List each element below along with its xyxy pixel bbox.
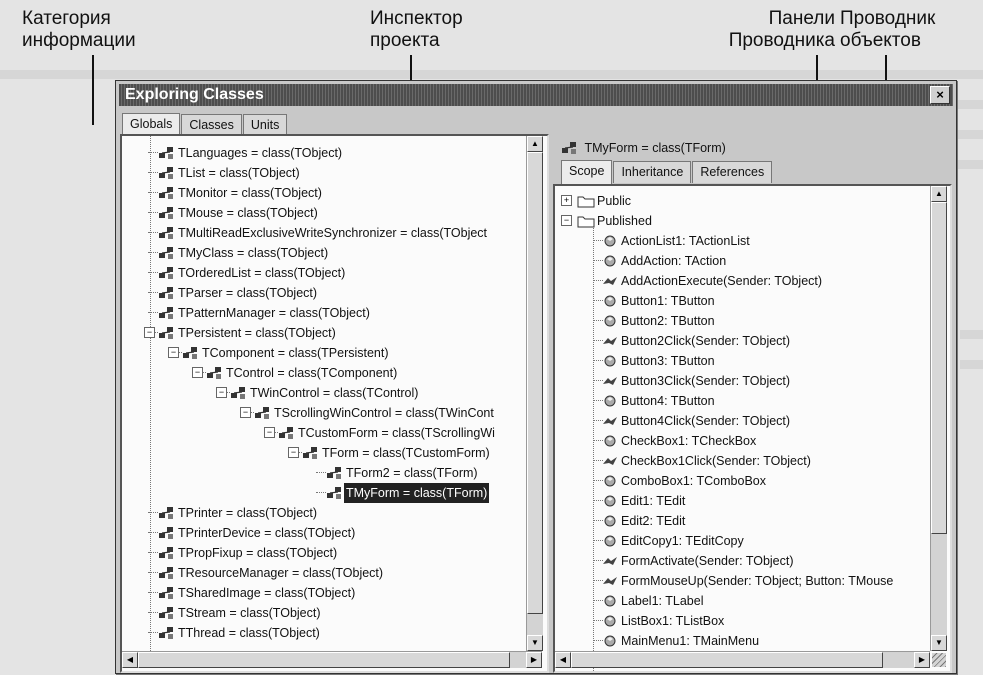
member-item[interactable]: Button4Click(Sender: TObject) [601, 410, 792, 430]
collapse-toggle[interactable]: − [144, 327, 155, 338]
collapse-toggle[interactable]: − [168, 347, 179, 358]
caption-info-category: Категория информации [22, 8, 136, 51]
field-icon [601, 594, 619, 608]
caption-object-explorer: Проводник объектов [840, 8, 936, 51]
class-tree-item[interactable]: TCustomForm = class(TScrollingWi [278, 422, 497, 442]
field-icon [601, 234, 619, 248]
class-icon [561, 140, 579, 156]
class-tree-item[interactable]: TPatternManager = class(TObject) [158, 302, 372, 322]
tree-line [150, 136, 151, 661]
project-inspector-tree[interactable] [120, 134, 549, 673]
collapse-toggle[interactable]: − [216, 387, 227, 398]
collapse-toggle[interactable]: − [561, 215, 572, 226]
class-tree-item[interactable]: TControl = class(TComponent) [206, 362, 399, 382]
member-item[interactable]: FormActivate(Sender: TObject) [601, 550, 796, 570]
selected-class-header: TMyForm = class(TForm) [561, 137, 728, 157]
method-icon [601, 414, 619, 428]
leader-info-category [92, 55, 94, 125]
tree-branch [316, 492, 326, 493]
class-icon [158, 305, 176, 321]
field-icon [601, 314, 619, 328]
window-title: Exploring Classes [125, 86, 264, 103]
scroll-thumb-right-h[interactable] [571, 652, 883, 668]
tree-branch [148, 632, 158, 633]
class-icon [206, 365, 224, 381]
class-icon [326, 485, 344, 501]
tree-branch [148, 252, 158, 253]
member-item[interactable]: Button1: TButton [601, 290, 717, 310]
scroll-down-button[interactable]: ▼ [527, 635, 543, 651]
member-item[interactable]: Edit2: TEdit [601, 510, 687, 530]
member-item[interactable]: FormMouseUp(Sender: TObject; Button: TMouse [601, 570, 895, 590]
tree-branch [148, 152, 158, 153]
tree-branch [148, 512, 158, 513]
class-tree-item[interactable]: TParser = class(TObject) [158, 282, 319, 302]
class-tree-item[interactable]: TStream = class(TObject) [158, 602, 323, 622]
exploring-classes-window [115, 80, 957, 674]
tree-branch [148, 172, 158, 173]
class-tree-item[interactable]: TScrollingWinControl = class(TWinCont [254, 402, 496, 422]
class-icon [158, 525, 176, 541]
class-tree-item[interactable]: TForm = class(TCustomForm) [302, 442, 492, 462]
folder-icon [577, 194, 595, 208]
collapse-toggle[interactable]: − [192, 367, 203, 378]
object-explorer-tree[interactable] [553, 184, 952, 673]
class-icon [158, 545, 176, 561]
member-item[interactable]: Button4: TButton [601, 390, 717, 410]
scope-folder[interactable]: Public [577, 190, 633, 210]
collapse-toggle[interactable]: − [264, 427, 275, 438]
class-tree-item[interactable]: TPropFixup = class(TObject) [158, 542, 339, 562]
member-item[interactable]: CheckBox1: TCheckBox [601, 430, 758, 450]
class-tree-item[interactable]: TPrinterDevice = class(TObject) [158, 522, 357, 542]
field-icon [601, 434, 619, 448]
member-item[interactable]: MainMenu1: TMainMenu [601, 630, 761, 650]
class-icon [158, 145, 176, 161]
class-icon [158, 585, 176, 601]
collapse-toggle[interactable]: − [240, 407, 251, 418]
scroll-right-button-right[interactable]: ▶ [914, 652, 930, 668]
class-icon [182, 345, 200, 361]
class-icon [158, 505, 176, 521]
class-icon [326, 465, 344, 481]
member-item[interactable]: CheckBox1Click(Sender: TObject) [601, 450, 813, 470]
class-tree-item[interactable]: TResourceManager = class(TObject) [158, 562, 385, 582]
close-icon[interactable]: × [930, 86, 950, 104]
field-icon [601, 254, 619, 268]
class-icon [278, 425, 296, 441]
member-item[interactable]: ActionList1: TActionList [601, 230, 752, 250]
right-vertical-scrollbar[interactable] [930, 186, 947, 651]
member-item[interactable]: Button2Click(Sender: TObject) [601, 330, 792, 350]
field-icon [601, 294, 619, 308]
class-tree-item[interactable]: TMultiReadExclusiveWriteSynchronizer = class(TObject [158, 222, 489, 242]
field-icon [601, 634, 619, 648]
member-item[interactable]: Button3: TButton [601, 350, 717, 370]
class-icon [158, 325, 176, 341]
member-item[interactable]: ListBox1: TListBox [601, 610, 726, 630]
tree-branch [148, 212, 158, 213]
scroll-right-button[interactable]: ▶ [526, 652, 542, 668]
field-icon [601, 614, 619, 628]
method-icon [601, 274, 619, 288]
class-tree-item[interactable]: TMouse = class(TObject) [158, 202, 320, 222]
scroll-thumb-right[interactable] [931, 202, 947, 534]
class-icon [158, 165, 176, 181]
scroll-up-button-right[interactable]: ▲ [931, 186, 947, 202]
size-grip-icon[interactable] [932, 653, 946, 667]
class-tree-item[interactable]: TLanguages = class(TObject) [158, 142, 344, 162]
explorer-panel-tabs [561, 161, 773, 185]
method-icon [601, 454, 619, 468]
class-tree-item[interactable]: TComponent = class(TPersistent) [182, 342, 391, 362]
tree-branch [148, 552, 158, 553]
class-tree-item[interactable]: TWinControl = class(TControl) [230, 382, 420, 402]
class-tree-item[interactable]: TThread = class(TObject) [158, 622, 322, 642]
class-icon [302, 445, 320, 461]
tab-units[interactable]: Units [243, 114, 287, 136]
tree-branch [148, 572, 158, 573]
scope-folder[interactable]: Published [577, 210, 654, 230]
member-item[interactable]: EditCopy1: TEditCopy [601, 530, 746, 550]
class-icon [254, 405, 272, 421]
member-item[interactable]: Edit1: TEdit [601, 490, 687, 510]
class-icon [230, 385, 248, 401]
collapse-toggle[interactable]: − [288, 447, 299, 458]
class-icon [158, 565, 176, 581]
tab-globals[interactable]: Globals [122, 113, 180, 137]
window-title-bar[interactable] [119, 84, 953, 106]
tree-branch [148, 532, 158, 533]
tree-branch [148, 232, 158, 233]
field-icon [601, 494, 619, 508]
class-icon [158, 225, 176, 241]
class-icon [158, 185, 176, 201]
tab-classes[interactable]: Classes [181, 114, 241, 136]
tree-branch [148, 592, 158, 593]
tab-scope[interactable]: Scope [561, 160, 612, 184]
class-tree-item[interactable]: TMonitor = class(TObject) [158, 182, 324, 202]
method-icon [601, 554, 619, 568]
method-icon [601, 574, 619, 588]
class-icon [158, 265, 176, 281]
class-icon [158, 605, 176, 621]
member-item[interactable]: Button2: TButton [601, 310, 717, 330]
tree-line [593, 226, 594, 671]
scroll-up-button[interactable]: ▲ [527, 136, 543, 152]
class-icon [158, 205, 176, 221]
class-icon [158, 245, 176, 261]
class-tree-item[interactable]: TOrderedList = class(TObject) [158, 262, 347, 282]
scroll-thumb[interactable] [527, 152, 543, 614]
scroll-thumb-h[interactable] [138, 652, 510, 668]
tree-branch [148, 272, 158, 273]
folder-icon [577, 214, 595, 228]
field-icon [601, 474, 619, 488]
class-icon [158, 285, 176, 301]
class-tree-item[interactable]: TSharedImage = class(TObject) [158, 582, 357, 602]
member-item[interactable]: AddActionExecute(Sender: TObject) [601, 270, 824, 290]
right-horizontal-scrollbar[interactable] [555, 651, 930, 668]
field-icon [601, 394, 619, 408]
scroll-left-button[interactable]: ◀ [122, 652, 138, 668]
method-icon [601, 374, 619, 388]
tree-branch [148, 192, 158, 193]
member-item[interactable]: AddAction: TAction [601, 250, 728, 270]
method-icon [601, 334, 619, 348]
class-tree-item[interactable]: TMyClass = class(TObject) [158, 242, 330, 262]
class-icon [158, 625, 176, 641]
class-tree-item[interactable]: TForm2 = class(TForm) [326, 462, 480, 482]
field-icon [601, 354, 619, 368]
scroll-left-button-right[interactable]: ◀ [555, 652, 571, 668]
class-tree-item[interactable]: TPersistent = class(TObject) [158, 322, 338, 342]
tab-references[interactable]: References [692, 161, 772, 183]
expand-toggle[interactable]: + [561, 195, 572, 206]
class-tree-item[interactable]: TPrinter = class(TObject) [158, 502, 319, 522]
caption-explorer-panels: Панели Проводника [728, 8, 835, 51]
caption-project-inspector: Инспектор проекта [370, 8, 463, 51]
tree-branch [316, 472, 326, 473]
left-horizontal-scrollbar[interactable] [122, 651, 542, 668]
tab-inheritance[interactable]: Inheritance [613, 161, 691, 183]
tree-branch [148, 312, 158, 313]
field-icon [601, 514, 619, 528]
member-item[interactable]: Button3Click(Sender: TObject) [601, 370, 792, 390]
member-item[interactable]: ComboBox1: TComboBox [601, 470, 768, 490]
left-vertical-scrollbar[interactable] [526, 136, 543, 651]
tree-branch [148, 612, 158, 613]
member-item[interactable]: Label1: TLabel [601, 590, 705, 610]
tree-branch [148, 292, 158, 293]
class-tree-item[interactable]: TList = class(TObject) [158, 162, 302, 182]
class-tree-item[interactable]: TMyForm = class(TForm) [326, 482, 489, 502]
field-icon [601, 534, 619, 548]
scroll-down-button-right[interactable]: ▼ [931, 635, 947, 651]
